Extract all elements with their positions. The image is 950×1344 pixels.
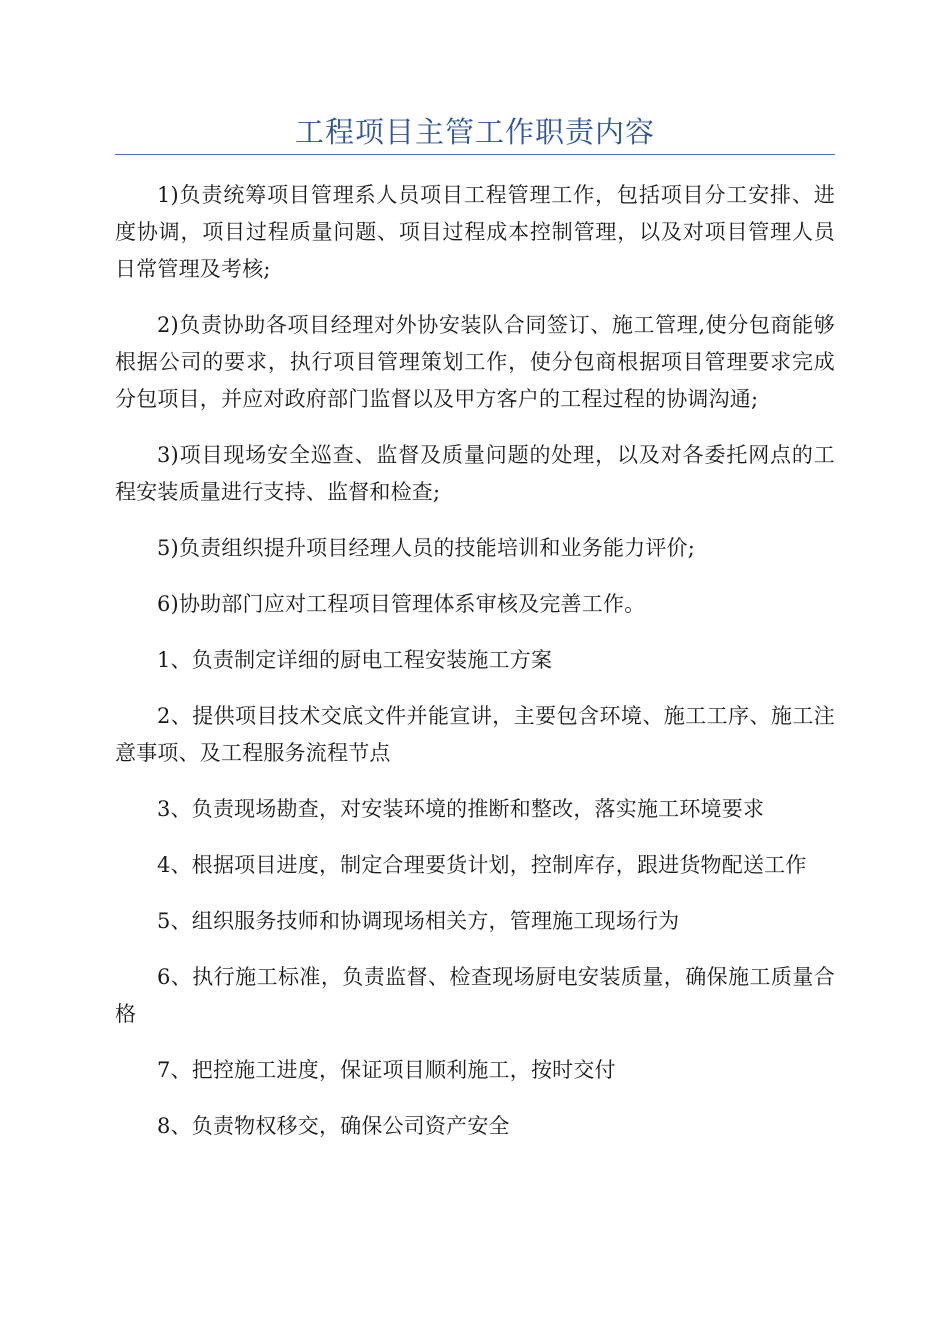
title-underline	[115, 154, 835, 155]
paragraph: 3、负责现场勘查，对安装环境的推断和整改，落实施工环境要求	[157, 797, 765, 821]
paragraph: 2、提供项目技术交底文件并能宣讲，主要包含环境、施工工序、施工注意事项、及工程服务流程节点	[115, 704, 835, 765]
paragraph: 7、把控施工进度，保证项目顺利施工，按时交付	[157, 1058, 616, 1082]
paragraph: 3)项目现场安全巡查、监督及质量问题的处理，以及对各委托网点的工程安装质量进行支持、监督和检查;	[115, 443, 835, 504]
document-title: 工程项目主管工作职责内容	[294, 115, 655, 149]
document-page	[115, 112, 835, 1164]
paragraph: 6)协助部门应对工程项目管理体系审核及完善工作。	[157, 592, 646, 616]
paragraph: 2)负责协助各项目经理对外协安装队合同签订、施工管理,使分包商能够根据公司的要求，执行项目管理策划工作，使分包商根据项目管理要求完成分包项目，并应对政府部门监督以及甲方客户的工程过程的协调沟通;	[115, 313, 835, 411]
paragraph: 6、执行施工标准，负责监督、检查现场厨电安装质量，确保施工质量合格	[115, 965, 835, 1026]
paragraph: 8、负责物权移交，确保公司资产安全	[157, 1114, 510, 1138]
document-body	[115, 177, 835, 1145]
paragraph: 1、负责制定详细的厨电工程安装施工方案	[157, 648, 553, 672]
paragraph: 1)负责统筹项目管理系人员项目工程管理工作，包括项目分工安排、进度协调，项目过程质量问题、项目过程成本控制管理，以及对项目管理人员日常管理及考核;	[115, 183, 835, 281]
paragraph: 5)负责组织提升项目经理人员的技能培训和业务能力评价;	[157, 536, 696, 560]
paragraph: 4、根据项目进度，制定合理要货计划，控制库存，跟进货物配送工作	[157, 853, 807, 877]
paragraph: 5、组织服务技师和协调现场相关方，管理施工现场行为	[157, 909, 680, 933]
